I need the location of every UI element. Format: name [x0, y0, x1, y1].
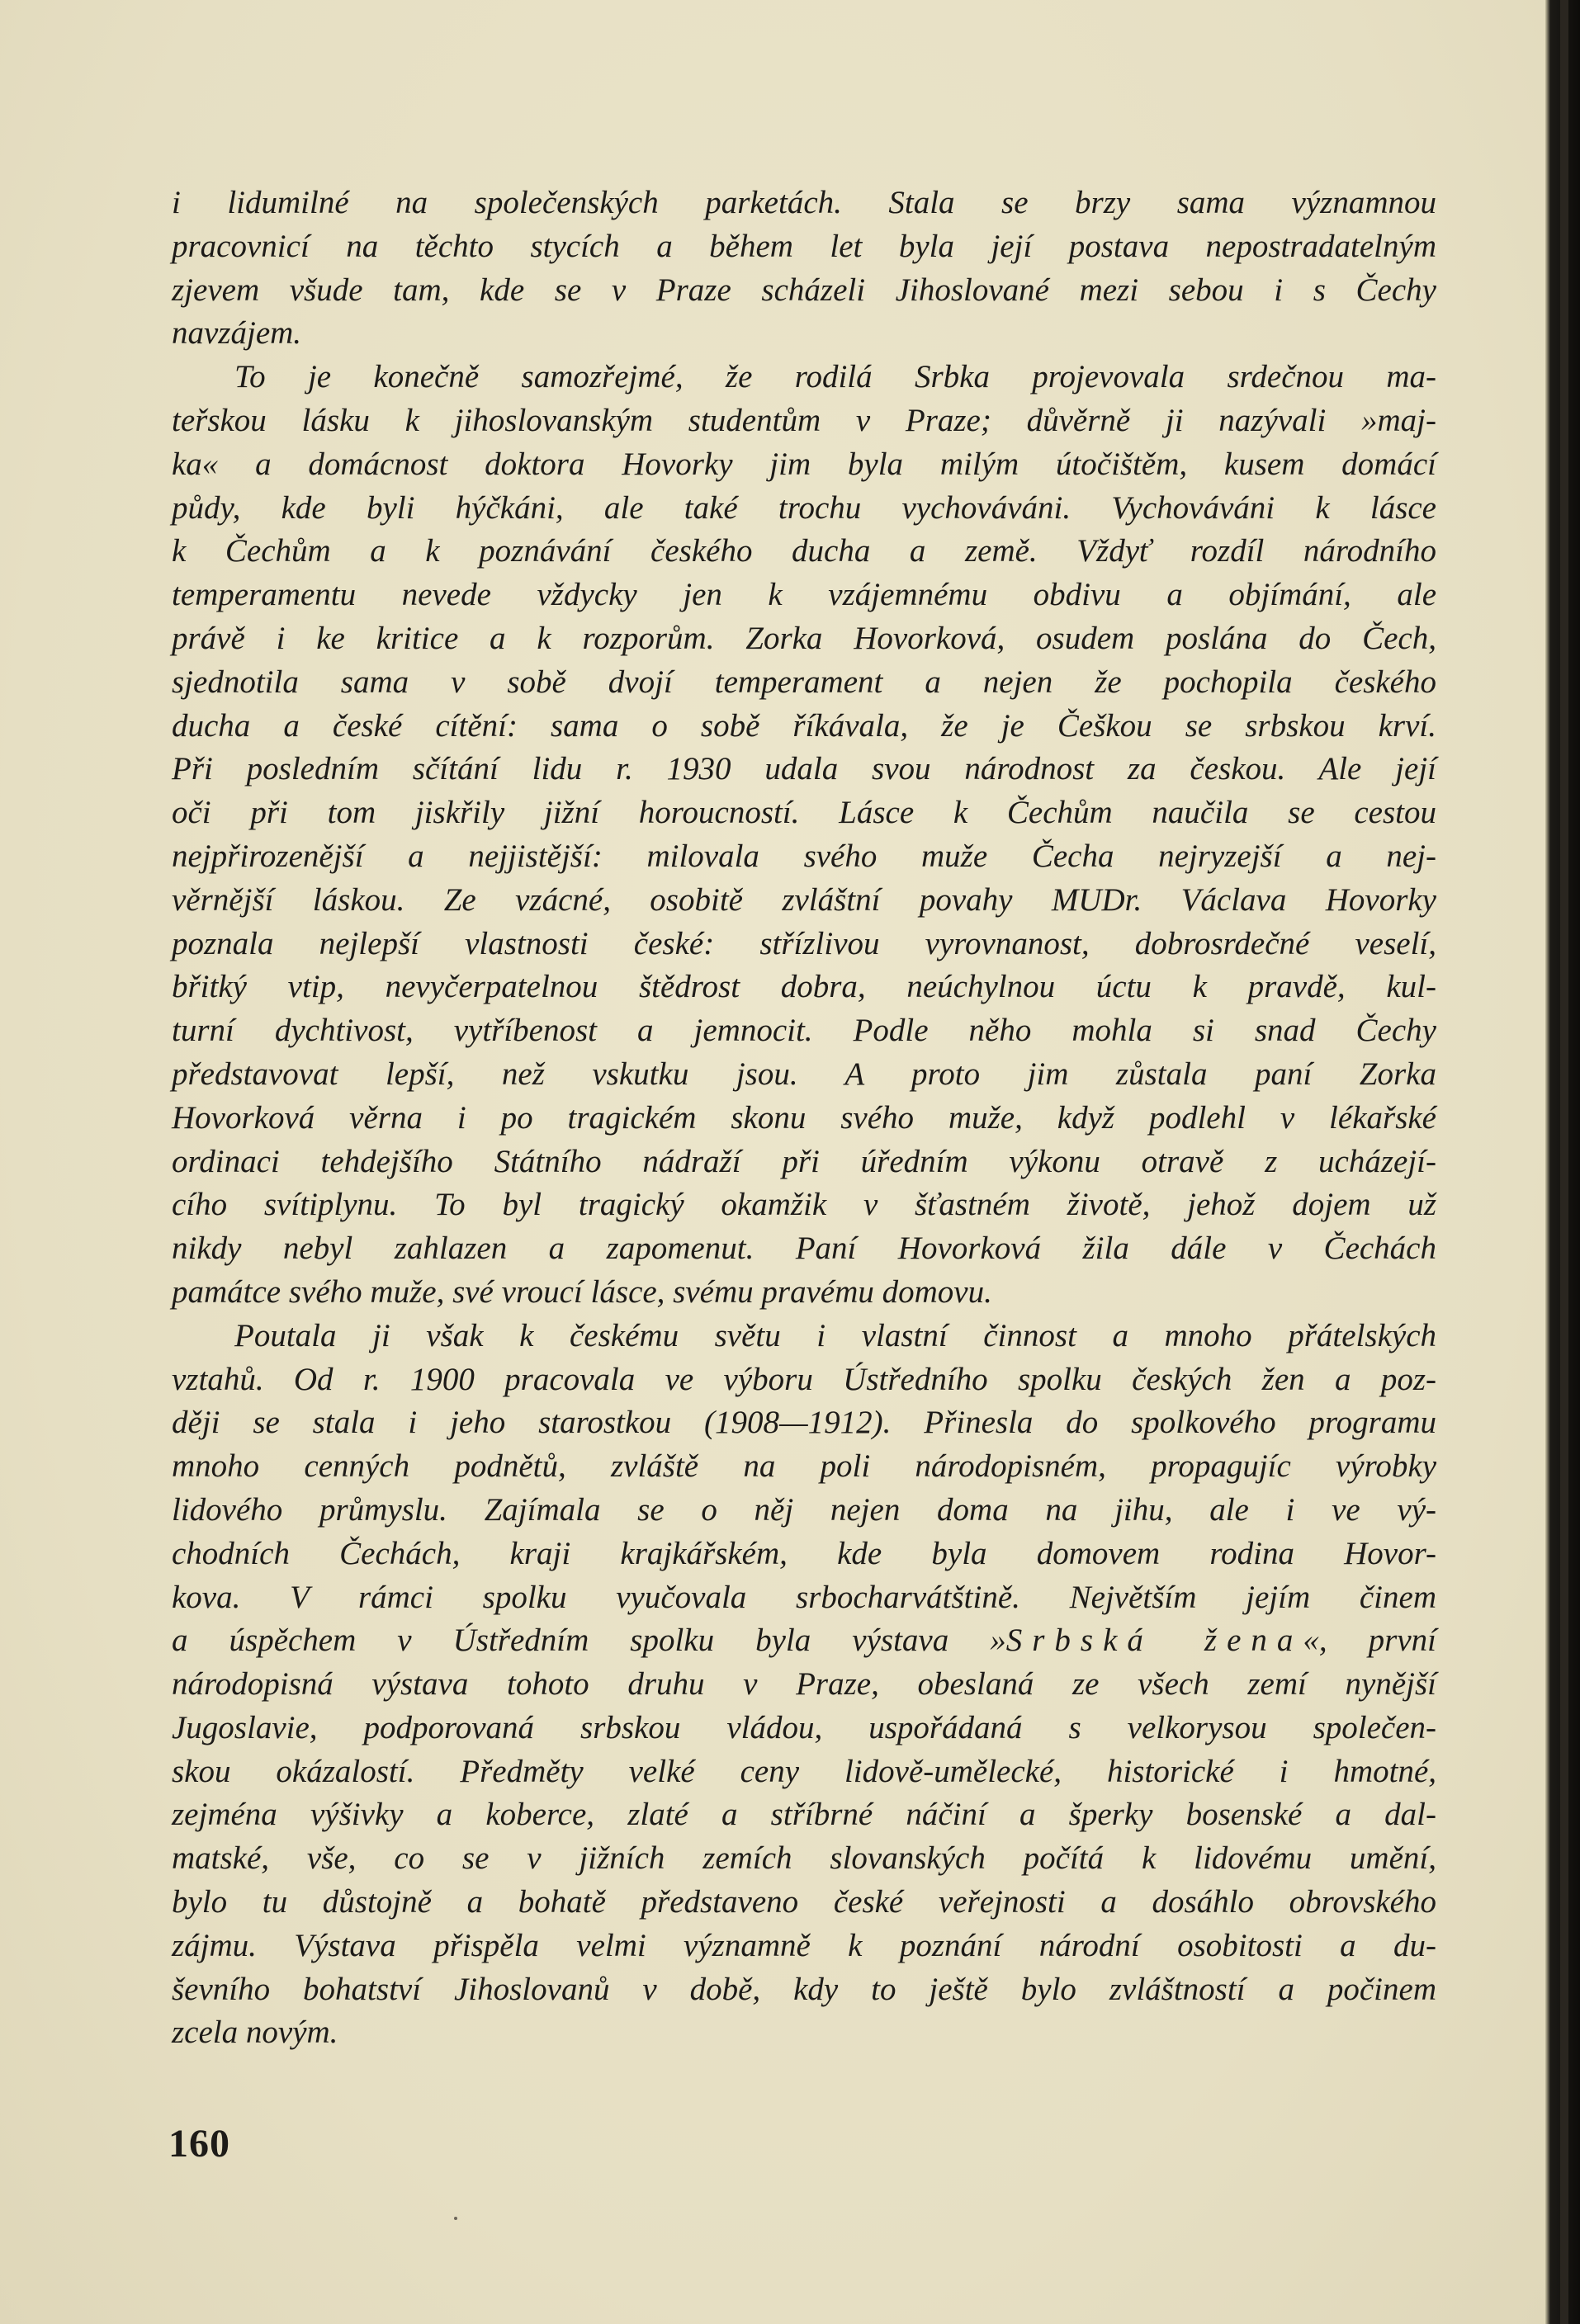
- page-number: 160: [168, 2122, 230, 2166]
- paper-speck: [454, 2217, 457, 2220]
- text-line: kova. V rámci spolku vyučovala srbocharvátštině. Největším jejím činem: [172, 1579, 1436, 1615]
- text-line: sjednotila sama v sobě dvojí temperament a nejen že pochopila českého: [172, 664, 1436, 700]
- text-segment: a úspěchem v Ústředním spolku byla výstava »: [172, 1623, 1006, 1659]
- text-line: Jugoslavie, podporovaná srbskou vládou, uspořádaná s velkorysou společen-: [172, 1709, 1436, 1745]
- text-line: břitký vtip, nevyčerpatelnou štědrost dobra, neúchylnou úctu k pravdě, kul-: [172, 969, 1436, 1005]
- text-line: vztahů. Od r. 1900 pracovala ve výboru Ústředního spolku českých žen a poz-: [172, 1361, 1436, 1397]
- text-line: navzájem.: [172, 315, 302, 352]
- text-line: národopisná výstava tohoto druhu v Praze, obeslaná ze všech zemí nynější: [172, 1666, 1436, 1703]
- text-line: ducha a české cítění: sama o sobě říkávala, že je Češkou se srbskou krví.: [172, 707, 1436, 744]
- text-line: bylo tu důstojně a bohatě představeno české veřejnosti a dosáhlo obrovského: [172, 1884, 1436, 1920]
- binding-stripe: [1560, 0, 1568, 2324]
- text-line: nejpřirozenější a nejjistější: milovala svého muže Čecha nejryzejší a nej-: [172, 838, 1436, 874]
- text-line: Hovorková věrna i po tragickém skonu svého muže, když podlehl v lékařské: [172, 1099, 1436, 1136]
- text-line: i lidumilné na společenských parketách. Stala se brzy sama významnou: [172, 185, 1436, 220]
- text-line: půdy, kde byli hýčkáni, ale také trochu vychováváni. Vychováváni k lásce: [172, 489, 1436, 526]
- text-line: [172, 1619, 1436, 1663]
- text-line: zájmu. Výstava přispěla velmi významně k poznání národní osobitosti a du-: [172, 1927, 1436, 1963]
- text-line: ka« a domácnost doktora Hovorky jim byla milým útočištěm, kusem domácí: [172, 446, 1436, 482]
- text-line: pracovnicí na těchto stycích a během let byla její postava nepostradatelným: [172, 228, 1436, 264]
- text-line: poznala nejlepší vlastnosti české: střízlivou vyrovnanost, dobrosrdečné veselí,: [172, 925, 1436, 961]
- text-line: chodních Čechách, kraji krajkářském, kde byla domovem rodina Hovor-: [172, 1535, 1436, 1571]
- text-line: ševního bohatství Jihoslovanů v době, kdy to ještě bylo zvláštností a počinem: [172, 1971, 1436, 2007]
- text-line: oči při tom jiskřily jižní horoucností. Lásce k Čechům naučila se cestou: [172, 795, 1436, 831]
- text-line: matské, vše, co se v jižních zemích slovanských počítá k lidovému umění,: [172, 1840, 1436, 1877]
- text-line: památce svého muže, své vroucí lásce, svému pravému domovu.: [172, 1273, 992, 1310]
- text-line: mnoho cenných podnětů, zvláště na poli národopisném, propagujíc výrobky: [172, 1448, 1436, 1485]
- text-line: ordinaci tehdejšího Státního nádraží při úředním výkonu otravě z ucházejí-: [172, 1143, 1436, 1179]
- text-line: turní dychtivost, vytříbenost a jemnocit. Podle něho mohla si snad Čechy: [172, 1013, 1436, 1049]
- text-line: zjevem všude tam, kde se v Praze scházeli Jihoslované mezi sebou i s Čechy: [172, 272, 1436, 308]
- body-text: [172, 182, 1436, 2055]
- text-line: skou okázalostí. Předměty velké ceny lidově-umělecké, historické i hmotné,: [172, 1753, 1436, 1789]
- text-line: zejména výšivky a koberce, zlaté a stříbrné náčiní a šperky bosenské a dal-: [172, 1797, 1436, 1833]
- text-line: teřskou lásku k jihoslovanským studentům v Praze; důvěrně ji nazývali »maj-: [172, 402, 1436, 438]
- text-segment: «, první: [1303, 1623, 1436, 1659]
- text-line: Poutala ji však k českému světu i vlastní činnost a mnoho přátelských: [234, 1317, 1436, 1353]
- text-line: nikdy nebyl zahlazen a zapomenut. Paní Hovorková žila dále v Čechách: [172, 1230, 1436, 1267]
- text-line: zcela novým.: [172, 2015, 338, 2051]
- text-line: k Čechům a k poznávání českého ducha a země. Vždyť rozdíl národního: [172, 533, 1436, 569]
- text-line: Při posledním sčítání lidu r. 1930 udala svou národnost za českou. Ale její: [172, 751, 1436, 787]
- text-line: temperamentu nevede vždycky jen k vzájemnému obdivu a objímání, ale: [172, 577, 1436, 613]
- exhibition-title: Srbská žena: [1005, 1623, 1303, 1659]
- text-line: cího svítiplynu. To byl tragický okamžik v šťastném životě, jehož dojem už: [172, 1187, 1436, 1223]
- text-line: To je konečně samozřejmé, že rodilá Srbka projevovala srdečnou ma-: [234, 359, 1436, 395]
- text-line: právě i ke kritice a k rozporům. Zorka Hovorková, osudem poslána do Čech,: [172, 620, 1436, 656]
- text-line: představovat lepší, než vskutku jsou. A proto jim zůstala paní Zorka: [172, 1056, 1436, 1092]
- text-line: lidového průmyslu. Zajímala se o něj nejen doma na jihu, ale i ve vý-: [172, 1491, 1436, 1528]
- text-line: ději se stala i jeho starostkou (1908—1912). Přinesla do spolkového programu: [172, 1405, 1436, 1441]
- binding-edge: [1545, 0, 1580, 2324]
- text-line: věrnější láskou. Ze vzácné, osobitě zvláštní povahy MUDr. Václava Hovorky: [172, 881, 1436, 918]
